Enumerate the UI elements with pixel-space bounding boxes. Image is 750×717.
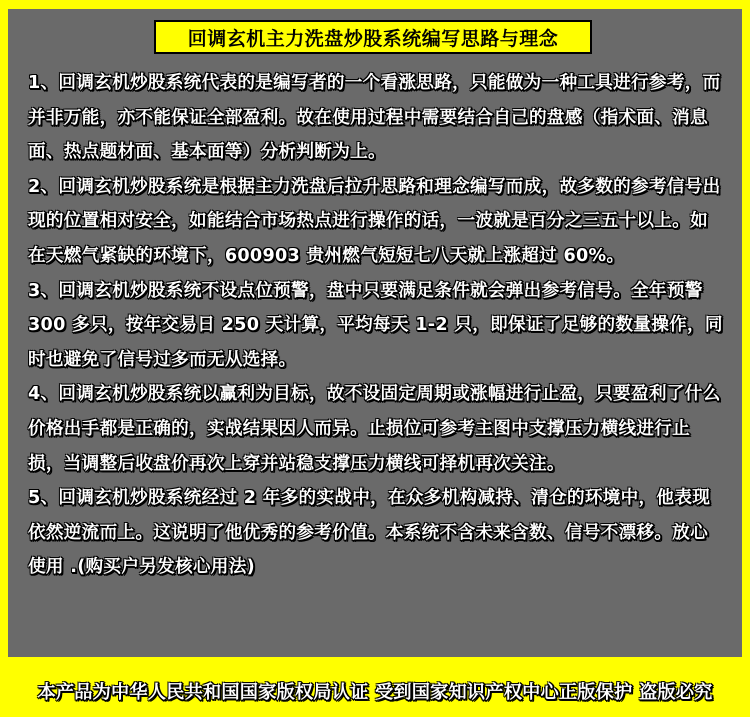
paragraph-3: 3、回调玄机炒股系统不设点位预警，盘中只要满足条件就会弹出参考信号。全年预警 300 多只，按年交易日 250 天计算，平均每天 1-2 只，即保证了足够的数量操作，同时也避免了信号过多而无从选择。 [28,280,723,370]
page-title [154,20,592,54]
copyright-text: 本产品为中华人民共和国国家版权局认证 受到国家知识产权中心正版保护 盗版必究 [37,681,713,703]
page-title-text: 回调玄机主力洗盘炒股系统编写思路与理念 [187,27,559,50]
paragraph-5: 5、回调玄机炒股系统经过 2 年多的实战中，在众多机构减持、清仓的环境中，他表现依然逆流而上。这说明了他优秀的参考价值。本系统不含未来含数、信号不漂移。放心使用 .(购买户另发核心用法) [28,488,711,578]
paragraph-2: 2、回调玄机炒股系统是根据主力洗盘后拉升思路和理念编写而成，故多数的参考信号出现的位置相对安全，如能结合市场热点进行操作的话，一波就是百分之三五十以上。如在天燃气紧缺的环境下，600903 贵州燃气短短七八天就上涨超过 60%。 [28,176,721,266]
copyright-footer [0,664,750,717]
article-body [28,66,724,585]
paragraph-1: 1、回调玄机炒股系统代表的是编写者的一个看涨思路，只能做为一种工具进行参考，而并非万能，亦不能保证全部盈利。故在使用过程中需要结合自己的盘感（指术面、消息面、热点题材面、基本面等）分析判断为上。 [28,73,721,163]
paragraph-4: 4、回调玄机炒股系统以赢利为目标，故不设固定周期或涨幅进行止盈，只要盈利了什么价格出手都是正确的，实战结果因人而异。止损位可参考主图中支撑压力横线进行止损，当调整后收盘价再次上穿并站稳支撑压力横线可择机再次关注。 [28,384,721,474]
